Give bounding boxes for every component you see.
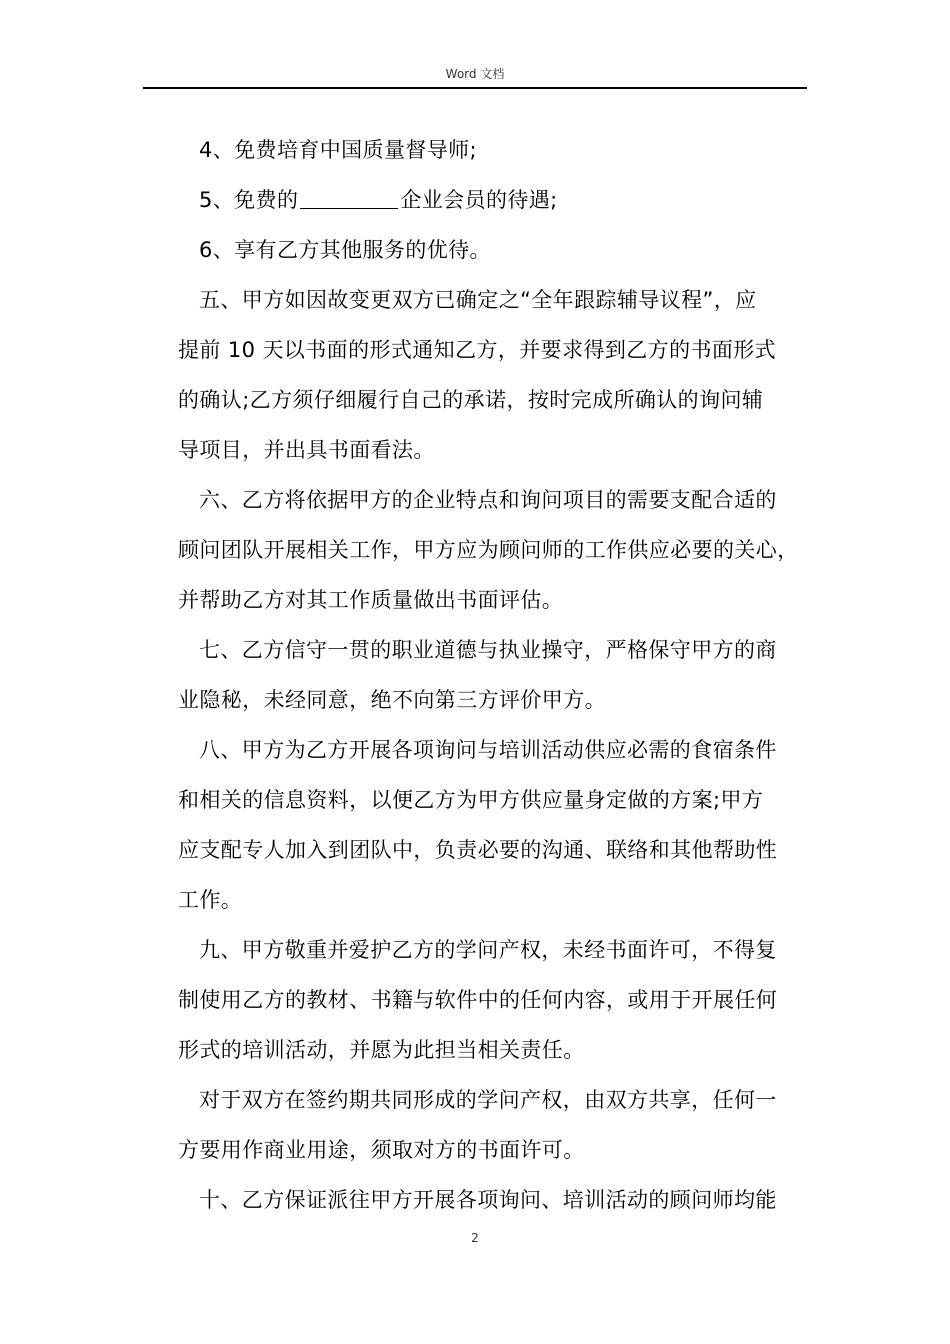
clause-9-line-1: 九、甲方敬重并爱护乙方的学问产权，未经书面许可，不得复 xyxy=(199,938,777,962)
clause-10-line-1: 十、乙方保证派往甲方开展各项询问、培训活动的顾问师均能 xyxy=(199,1188,777,1212)
clause-9-supplement-line-2: 方要用作商业用途，须取对方的书面许可。 xyxy=(178,1138,585,1162)
list-item-4: 4、免费培育中国质量督导师; xyxy=(199,138,478,162)
clause-6 xyxy=(178,475,808,625)
clause-8 xyxy=(178,725,808,925)
header-divider xyxy=(143,87,807,89)
list-item-6: 6、享有乙方其他服务的优待。 xyxy=(199,238,491,262)
clause-7-line-2: 业隐秘，未经同意，绝不向第三方评价甲方。 xyxy=(178,688,606,712)
clause-6-line-3: 并帮助乙方对其工作质量做出书面评估。 xyxy=(178,588,564,612)
list-item-5-prefix: 5、免费的 xyxy=(199,188,299,212)
clause-9 xyxy=(178,925,808,1075)
clause-6-line-2: 顾问团队开展相关工作，甲方应为顾问师的工作供应必要的关心， xyxy=(178,538,799,562)
clause-10 xyxy=(178,1175,808,1225)
clause-5-line-2: 提前 10 天以书面的形式通知乙方，并要求得到乙方的书面形式 xyxy=(178,338,777,362)
page-number: 2 xyxy=(471,1231,479,1245)
clause-8-line-2: 和相关的信息资料，以便乙方为甲方供应量身定做的方案;甲方 xyxy=(178,788,764,812)
clause-9-line-3: 形式的培训活动，并愿为此担当相关责任。 xyxy=(178,1038,585,1062)
clause-8-line-1: 八、甲方为乙方开展各项询问与培训活动供应必需的食宿条件 xyxy=(199,738,777,762)
list-item-5 xyxy=(178,175,808,225)
clause-7-line-1: 七、乙方信守一贯的职业道德与执业操守，严格保守甲方的商 xyxy=(199,638,777,662)
clause-9-supplement xyxy=(178,1075,808,1175)
clause-5-line-1: 五、甲方如因故变更双方已确定之“全年跟踪辅导议程”，应 xyxy=(199,288,757,312)
clause-8-line-3: 应支配专人加入到团队中，负责必要的沟通、联络和其他帮助性 xyxy=(178,838,778,862)
clause-5-line-4: 导项目，并出具书面看法。 xyxy=(178,438,435,462)
clause-5-line-3: 的确认;乙方须仔细履行自己的承诺，按时完成所确认的询问辅 xyxy=(178,388,764,412)
clause-8-line-4: 工作。 xyxy=(178,888,243,912)
clause-6-line-1: 六、乙方将依据甲方的企业特点和询问项目的需要支配合适的 xyxy=(199,488,777,512)
fill-in-blank xyxy=(300,184,398,209)
document-body xyxy=(178,125,808,1225)
clause-9-supplement-line-1: 对于双方在签约期共同形成的学问产权，由双方共享，任何一 xyxy=(199,1088,777,1112)
page-header: Word 文档 xyxy=(445,67,505,81)
clause-5 xyxy=(178,275,808,475)
clause-9-line-2: 制使用乙方的教材、书籍与软件中的任何内容，或用于开展任何 xyxy=(178,988,778,1012)
list-item-5-suffix: 企业会员的待遇; xyxy=(400,188,558,212)
clause-7 xyxy=(178,625,808,725)
